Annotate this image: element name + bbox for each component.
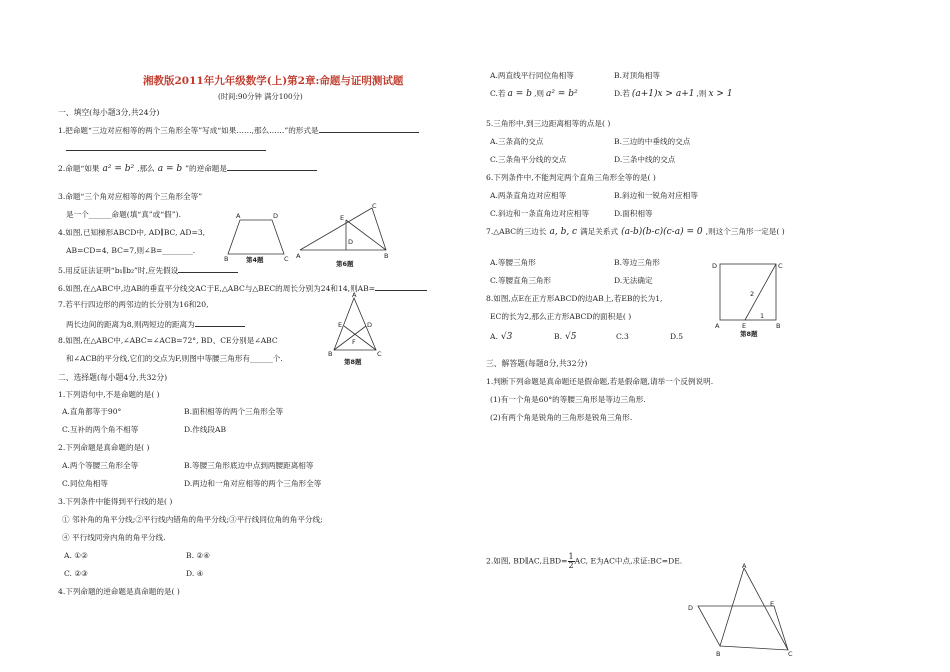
answer-blank [375, 282, 427, 291]
s2-q3-opt-c: C. ②③ [64, 569, 88, 578]
r-q5-opt-d: D.三条中线的交点 [614, 155, 676, 164]
s3-q2-text-a: 2.如图, BD∥AC,且BD= [486, 556, 568, 566]
r-q8-opt-d: D.5 [670, 332, 684, 341]
figure-bd-ac [684, 562, 804, 658]
r-q8b: EC的长为2,那么正方形ABCD的面积是( ) [490, 312, 632, 321]
s3-q1: 1.判断下列命题是真命题还是假命题,若是假命题,请举一个反例说明. [486, 377, 714, 386]
page-title: 湘教版2011年九年级数学(上)第2章:命题与证明测试题 [143, 75, 404, 87]
fraction-one-half [568, 553, 575, 570]
r-q6-opt-d: D.面积相等 [614, 209, 653, 218]
r-q7-opt-d: D.无法确定 [614, 276, 653, 285]
r-q6: 6.下列条件中,不能判定两个直角三角形全等的是( ) [486, 173, 656, 182]
label-c: C [788, 650, 793, 658]
section2-heading: 二、选择题(每小题4分,共32分) [58, 373, 168, 382]
math-expr: a = b [507, 89, 532, 99]
s3-q1-2: (2)有两个角是锐角的三角形是锐角三角形. [490, 413, 633, 422]
r-q8-opt-a [490, 332, 512, 342]
s2-q4: 4.下列命题的逆命题是真命题的是( ) [58, 587, 180, 596]
r-q6-opt-c: C.斜边和一条直角边对应相等 [490, 209, 590, 218]
frac-num: 1 [568, 552, 574, 561]
s1-q2 [58, 162, 317, 174]
r-q7-opt-a: A.等腰三角形 [490, 258, 536, 267]
s1-q5 [58, 264, 238, 276]
s2-q3-line1: ① 邻补角的角平分线;②平行线内错角的角平分线;③平行线同位角的角平分线; [62, 515, 323, 524]
label-e: E [742, 322, 747, 330]
label-2: 2 [750, 290, 755, 298]
math-expr: a² = b² [102, 164, 135, 174]
r-q7 [486, 227, 785, 237]
label-a: A [236, 212, 241, 220]
s2-q1-opt-b: B.面积相等的两个三角形全等 [184, 407, 284, 416]
s2-q3-opt-a: A. ①② [64, 551, 88, 560]
s1-q2-text-a: 2.命题“如果 [58, 164, 100, 173]
label-f: F [352, 338, 356, 346]
s3-q2 [486, 553, 682, 570]
label-d: D [348, 238, 354, 246]
s3-q1-1: (1)有一个角是60°的等腰三角形是等边三角形. [490, 395, 646, 404]
opt-label: A. [490, 332, 498, 341]
answer-blank [195, 318, 245, 327]
math-expr: √3 [500, 332, 513, 342]
s1-q4b: AB=CD=4, BC=7,则∠B=________. [66, 246, 196, 255]
s2-q1-opt-c: C.互补的两个角不相等 [62, 425, 139, 434]
opt-then: ,则 [533, 89, 544, 98]
opt-label: B. [554, 332, 562, 341]
figure-6-caption: 第6题 [336, 260, 354, 268]
r-q4-opt-a: A.两直线平行同位角相等 [490, 71, 574, 80]
s1-q7b [66, 318, 245, 330]
section3-heading: 三、解答题(每题8分,共32分) [486, 359, 588, 368]
label-b: B [224, 255, 229, 263]
answer-blank [227, 162, 317, 171]
s1-q1-text: 1.把命题“三边对应相等的两个三角形全等”写成“如果……,那么……”的形式是 [58, 126, 319, 135]
figure-4-caption: 第4题 [246, 256, 264, 264]
opt-label: D.若 [614, 89, 630, 98]
s2-q3: 3.下列条件中能得到平行线的是( ) [58, 497, 173, 506]
label-b: B [384, 252, 389, 260]
s2-q1-opt-a: A.直角都等于90° [62, 407, 122, 416]
s1-q8b: 和∠ACB的平分线,它们的交点为F,则图中等腰三角形有______个. [66, 354, 283, 363]
s2-q2-opt-c: C.同位角相等 [62, 479, 108, 488]
r-q8a: 8.如图,点E在正方形ABCD的边AB上,若EB的长为1, [486, 294, 663, 303]
s1-q1-line2 [66, 142, 266, 154]
s1-q3b: 是一个______命题(填“真”或“假”). [66, 210, 181, 219]
figure-8-caption: 第8题 [344, 358, 362, 366]
r-q5: 5.三角形中,到三边距离相等的点是( ) [486, 119, 611, 128]
s2-q1: 1.下列语句中,不是命题的是( ) [58, 390, 160, 399]
r-q7-opt-b: B.等边三角形 [614, 258, 660, 267]
opt-then: ,则 [696, 89, 707, 98]
r-q7-text-a: 7.△ABC的三边长 [486, 227, 547, 236]
frac-den: 2 [568, 561, 574, 570]
label-d: D [712, 262, 718, 270]
s1-q3a: 3.命题“三个角对应相等的两个三角形全等” [58, 192, 203, 201]
label-c: C [372, 202, 377, 210]
s2-q3-opt-d: D. ④ [186, 569, 204, 578]
math-expr: a² = b² [545, 89, 578, 99]
s1-q2-text-b: ,那么 [137, 164, 155, 173]
r-q8-opt-b [554, 332, 576, 342]
label-e: E [340, 214, 345, 222]
label-d: D [273, 212, 279, 220]
math-expr: a, b, c [549, 227, 578, 237]
label-a: A [742, 562, 747, 570]
label-b: B [328, 350, 333, 358]
r-q7-text-c: ,则这个三角形一定是( ) [705, 227, 785, 236]
math-expr: (a+1)x > a+1 [631, 89, 695, 99]
answer-blank [319, 124, 419, 133]
label-a: A [715, 322, 720, 330]
answer-blank [66, 142, 266, 151]
r-q5-opt-c: C.三条角平分线的交点 [490, 155, 567, 164]
s2-q2: 2.下列命题是真命题的是( ) [58, 443, 150, 452]
r-q4-opt-b: B.对顶角相等 [614, 71, 660, 80]
r-q6-opt-a: A.两条直角边对应相等 [490, 191, 567, 200]
section1-heading: 一、填空(每小题3分,共24分) [58, 108, 160, 117]
s1-q6-text: 6.如图,在△ABC中,边AB的垂直平分线交AC于E,△ABC与△BEC的周长分别为24和14,则AB= [58, 284, 376, 293]
s1-q4a: 4.如图,已知梯形ABCD中, AD∥BC, AD=3, [58, 228, 206, 237]
r-q4-opt-d [614, 89, 733, 99]
s2-q3-opt-b: B. ②④ [186, 551, 211, 560]
s2-q2-opt-d: D.两边和一角对应相等的两个三角形全等 [184, 479, 322, 488]
s3-q2-text-b: AC, E为AC中点,求证:BC=DE. [574, 556, 683, 566]
figure-8-isosceles [326, 292, 386, 370]
r-q7-opt-c: C.等腰直角三角形 [490, 276, 552, 285]
label-1: 1 [760, 312, 765, 320]
label-a: A [352, 291, 357, 299]
s1-q8a: 8.如图,在△ABC中,∠ABC=∠ACB=72°, BD、CE分别是∠ABC [58, 336, 278, 345]
label-a: A [296, 252, 301, 260]
figure-8-square-caption: 第8题 [740, 330, 758, 338]
label-b: B [776, 322, 781, 330]
label-d: D [367, 321, 373, 329]
math-expr: √5 [565, 332, 577, 342]
r-q5-opt-b: B.三边的中垂线的交点 [614, 137, 691, 146]
s1-q5-text: 5.用反证法证明“b₁∥b₂”时,应先假设 [58, 266, 179, 275]
label-d: D [688, 604, 694, 612]
opt-label: C.若 [490, 89, 506, 98]
math-expr: x > 1 [708, 89, 733, 99]
s2-q2-opt-b: B.等腰三角形底边中点到两腰距离相等 [184, 461, 314, 470]
s1-q7b-text: 两长边间的距离为8,则两短边的距离为 [66, 320, 195, 329]
s1-q2-text-c: ”的逆命题是 [185, 164, 227, 173]
s1-q7a: 7.若平行四边形的两邻边的长分别为16和20, [58, 300, 209, 309]
r-q5-opt-a: A.三条高的交点 [490, 137, 544, 146]
math-expr: a = b [157, 164, 183, 174]
label-e: E [338, 321, 343, 329]
label-c: C [778, 262, 783, 270]
label-c: C [284, 255, 289, 263]
figure-8-square [712, 260, 784, 340]
r-q6-opt-b: B.斜边和一锐角对应相等 [614, 191, 698, 200]
label-b: B [716, 650, 721, 658]
page-subtitle: (时间:90分钟 满分100分) [218, 92, 303, 101]
label-e: E [770, 600, 775, 608]
figure-4-trapezoid [224, 212, 294, 267]
label-c: C [377, 350, 382, 358]
s2-q1-opt-d: D.作线段AB [184, 425, 227, 434]
math-expr: (a-b)(b-c)(c-a) = 0 [621, 227, 703, 237]
s2-q2-opt-a: A.两个等腰三角形全等 [62, 461, 139, 470]
r-q4-opt-c [490, 89, 578, 99]
r-q8-opt-c: C.3 [616, 332, 629, 341]
s1-q1 [58, 124, 419, 136]
figure-6-triangle [296, 202, 396, 268]
s2-q3-line2: ④ 平行线同旁内角的角平分线. [62, 533, 166, 542]
r-q7-text-b: 满足关系式 [580, 227, 619, 236]
